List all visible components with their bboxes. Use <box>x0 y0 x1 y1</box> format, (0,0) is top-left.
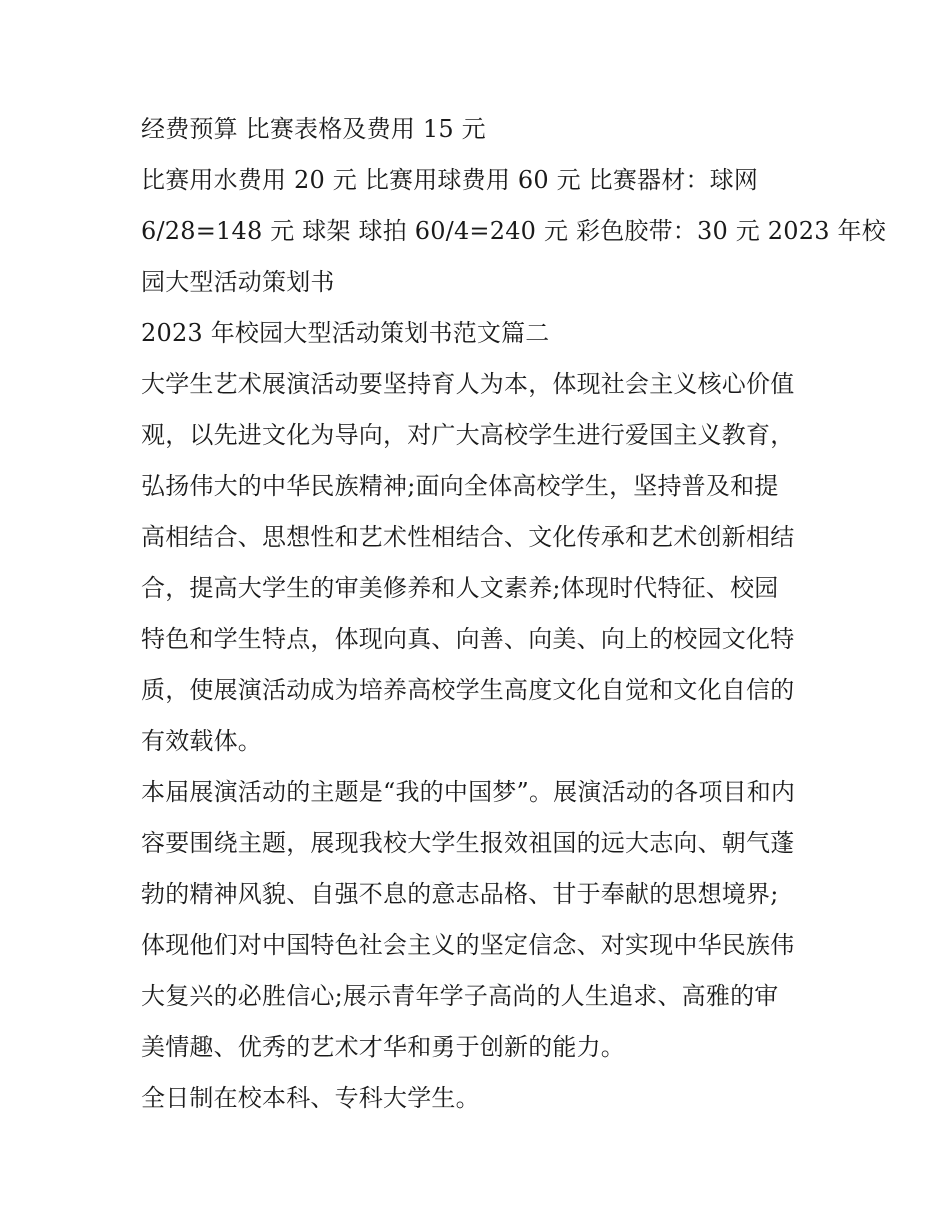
text-line: 大学生艺术展演活动要坚持育人为本，体现社会主义核心价值 <box>141 370 795 398</box>
text-line: 本届展演活动的主题是“我的中国梦”。展演活动的各项目和内 <box>141 778 796 806</box>
text-line: 体现他们对中国特色社会主义的坚定信念、对实现中华民族伟 <box>141 931 795 959</box>
text-line: 6/28=148 元 球架 球拍 60/4=240 元 彩色胶带：30 元 2023 年校 <box>141 217 886 245</box>
text-line: 容要围绕主题，展现我校大学生报效祖国的远大志向、朝气蓬 <box>141 829 795 857</box>
text-line: 有效载体。 <box>141 727 262 755</box>
text-line: 大复兴的必胜信心;展示青年学子高尚的人生追求、高雅的审 <box>141 982 779 1010</box>
text-line: 观，以先进文化为导向，对广大高校学生进行爱国主义教育， <box>141 421 795 449</box>
text-line: 特色和学生特点，体现向真、向善、向美、向上的校园文化特 <box>141 625 795 653</box>
document-body <box>141 104 886 1124</box>
section-heading: 2023 年校园大型活动策划书范文篇二 <box>141 319 550 347</box>
text-line: 经费预算 比赛表格及费用 15 元 <box>141 115 486 143</box>
text-line: 全日制在校本科、专科大学生。 <box>141 1084 480 1112</box>
text-line: 弘扬伟大的中华民族精神;面向全体高校学生，坚持普及和提 <box>141 472 779 500</box>
text-line: 勃的精神风貌、自强不息的意志品格、甘于奉献的思想境界; <box>141 880 779 908</box>
text-line: 高相结合、思想性和艺术性相结合、文化传承和艺术创新相结 <box>141 523 795 551</box>
text-line: 美情趣、优秀的艺术才华和勇于创新的能力。 <box>141 1033 625 1061</box>
text-line: 比赛用水费用 20 元 比赛用球费用 60 元 比赛器材：球网 <box>141 166 759 194</box>
text-line: 合，提高大学生的审美修养和人文素养;体现时代特征、校园 <box>141 574 779 602</box>
text-line: 园大型活动策划书 <box>141 268 335 296</box>
text-line: 质，使展演活动成为培养高校学生高度文化自觉和文化自信的 <box>141 676 795 704</box>
